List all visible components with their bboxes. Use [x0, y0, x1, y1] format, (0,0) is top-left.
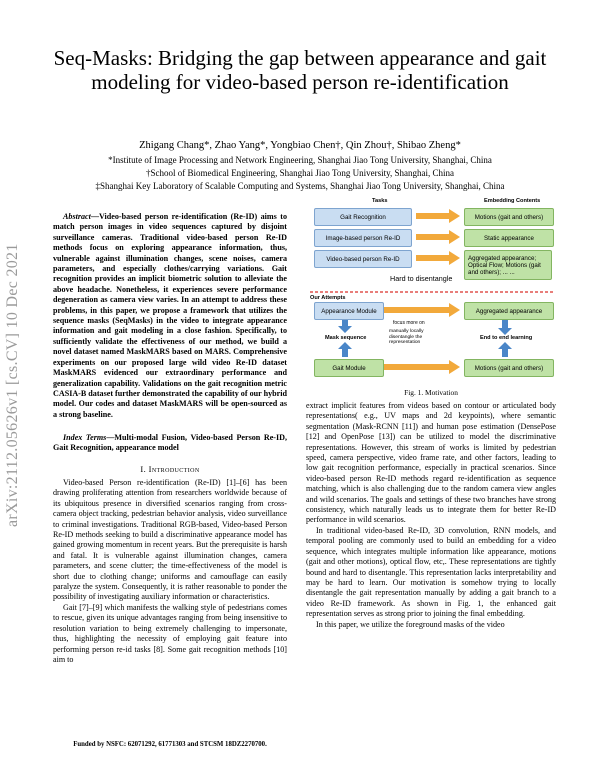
body-paragraph: In this paper, we utilize the foreground masks of the video	[316, 619, 505, 629]
paper-title: Seq-Masks: Bridging the gap between appearance and gait modeling for video-based person re-identification	[53, 46, 547, 94]
body-paragraph: extract implicit features from videos based on contour or articulated body representations( e.g., UV maps and 2d keypoints), where semantic segmentation (Mask-RCNN [11]) and human pose estimation (DensePose [12] and OpenPose [13]) can be utilized to model the discriminative representations. However, this stream of works is limited by pedestrian speed, camera perspective, video frame rate, and other factors, leading to low gait recognition performance, especially in practical scenarios. Since video-based person Re-ID methods regard re-identification as sequence matching, which is also challenging due to the random camera view angles and wild scenarios. The goals and settings of these two branches have strong consistency, which naturally leads us to integrate them for better Re-ID performance in wild scenarios.	[306, 401, 556, 525]
aggregated-appearance-box: Aggregated appearance	[464, 302, 554, 320]
gait-module: Gait Module	[314, 359, 384, 377]
intro-paragraph: Video-based Person re-identification (Re-ID) [1]–[6] has been drawing proliferating attention from researchers worldwide because of its ubiquitous presence in diversified scenarios ranging from cross-camera object tracking, pedestrian behavior analysis, video surveillance to criminal investigations. Traditional RGB-based, Video-based Person Re-ID methods seeking to build a discriminative appearance model has gained growing momentum in recent years. But the prerequisite is harsh and fatal. It is vulnerable against illumination changes, camera parameters, and scene clutter; the time-effectiveness of the model is short due to clothing change; uniforms and camouflage can easily paralyze the system. Consequently, it is rather reasonable to ponder the possibility of investigating auxiliary information or characteristics.	[53, 478, 287, 602]
figure-arrows	[306, 196, 556, 386]
task-gait-recognition: Gait Recognition	[314, 208, 412, 226]
mask-sequence-label: Mask sequence	[325, 335, 367, 341]
affiliation-3: ‡Shanghai Key Laboratory of Scalable Computing and Systems, Shanghai Jiao Tong University, Shanghai, China	[95, 181, 505, 191]
body-paragraph: In traditional video-based Re-ID, 3D convolution, RNN models, and temporal pooling are commonly used to build an embedding for a video sequence, which integrates multiple information like appearance, motions (gait and other motions), optical flow, etc,. These representations are tightly bound and hard to disentangle. This representation lacks interpretability and may be hard to learn. Our motivation is somehow trying to locally disentangle the gait representation manually by adding a gait branch to a video Re-ID framework. As shown in Fig. 1, the enhanced gait representation serves as strong prior to joining the final embedding.	[306, 525, 556, 619]
arrow-right-4	[383, 303, 460, 317]
arrow-right-1	[416, 209, 460, 223]
figure-motivation	[306, 196, 556, 386]
right-column-text	[306, 401, 556, 630]
hard-to-disentangle-label: Hard to disentangle	[390, 274, 453, 283]
arrow-down-2	[498, 318, 512, 335]
task-video-reid: Video-based person Re-ID	[314, 250, 412, 268]
abstract-text: —Video-based person re-identification (Re-ID) aims to match person images in video sequences captured by disjoint surveillance cameras. Traditional video-based person Re-ID methods focus on exploring appearance information, thus, vulnerable against illumination changes, scene noises, camera parameters, and especially clothes/carrying variations. Gait recognition provides an implicit biometric solution to alleviate the above headache. Nonetheless, it experiences severe performance degeneration as camera view varies. In an attempt to address these problems, in this paper, we propose a framework that utilizes the sequence masks (SeqMasks) in the video to integrate appearance information and gait modeling in a close fashion. Specifically, to sufficiently validate the effectiveness of our method, we build a novel dataset named MaskMARS based on MARS. Comprehensive experiments on our proposed large wild video Re-ID dataset MaskMARS evidenced our extraordinary performance and generalization capability. Validations on the gait recognition metric CASIA-B dataset further demonstrated the capability of our hybrid model. Our codes and dataset MaskMARS will be open-sourced as a strong baseline.	[53, 212, 287, 419]
index-terms-text: —Multi-modal Fusion, Video-based Person Re-ID, Gait Recognition, appearance model	[53, 433, 287, 453]
figure-caption: Fig. 1. Motivation	[404, 388, 458, 397]
abstract	[53, 212, 287, 420]
arxiv-identifier: arXiv:2112.05626v1 [cs.CV] 10 Dec 2021	[4, 243, 21, 527]
abstract-lead: Abstract	[63, 212, 91, 221]
end-to-end-label: End to end learning	[480, 335, 533, 341]
embedding-motions: Motions (gait and others)	[464, 208, 554, 226]
funding-footnote: Funded by NSFC: 62071292, 61771303 and STCSM 18DZ2270700.	[73, 741, 267, 748]
arrow-right-2	[416, 230, 460, 244]
motions-box: Motions (gait and others)	[464, 359, 554, 377]
author-list: Zhigang Chang*, Zhao Yang*, Yongbiao Chen†, Qin Zhou†, Shibao Zheng*	[139, 140, 461, 151]
arrow-up-2	[498, 342, 512, 357]
index-terms	[53, 433, 287, 454]
manual-disentangle-label: manually locally disentangle the representation	[389, 329, 424, 346]
our-attempts-label: Our Attempts	[310, 295, 346, 301]
arrow-right-3	[416, 251, 460, 265]
embedding-aggregated: Aggregated appearance; Optical Flow; Motions (gait and others); ... ...	[464, 250, 552, 280]
index-terms-lead: Index Terms	[63, 433, 107, 442]
intro-text	[53, 478, 287, 665]
tasks-label: Tasks	[372, 198, 388, 204]
embedding-contents-label: Embedding Contents	[484, 198, 541, 204]
section-heading: I. Introduction	[140, 464, 200, 474]
affiliation-1: *Institute of Image Processing and Network Engineering, Shanghai Jiao Tong University, Shanghai, China	[108, 155, 492, 165]
focus-more-on-label: focus more on	[393, 320, 425, 326]
arrow-down-1	[338, 318, 352, 333]
appearance-module: Appearance Module	[314, 302, 384, 320]
arrow-up-1	[338, 342, 352, 357]
embedding-static-appearance: Static appearance	[464, 229, 554, 247]
affiliation-2: †School of Biomedical Engineering, Shanghai Jiao Tong University, Shanghai, China	[145, 168, 455, 178]
task-image-reid: Image-based person Re-ID	[314, 229, 412, 247]
intro-paragraph: Gait [7]–[9] which manifests the walking style of pedestrians comes to rescue, given its unique advantages ranging from being insensitive to resolution variation to being extremely challenging to impersonate, thus, highlighting the necessity of employing gait feature into performing person re-id tasks [8]. Some gait recognition methods [10] aim to	[53, 602, 287, 664]
arrow-right-5	[383, 360, 460, 374]
